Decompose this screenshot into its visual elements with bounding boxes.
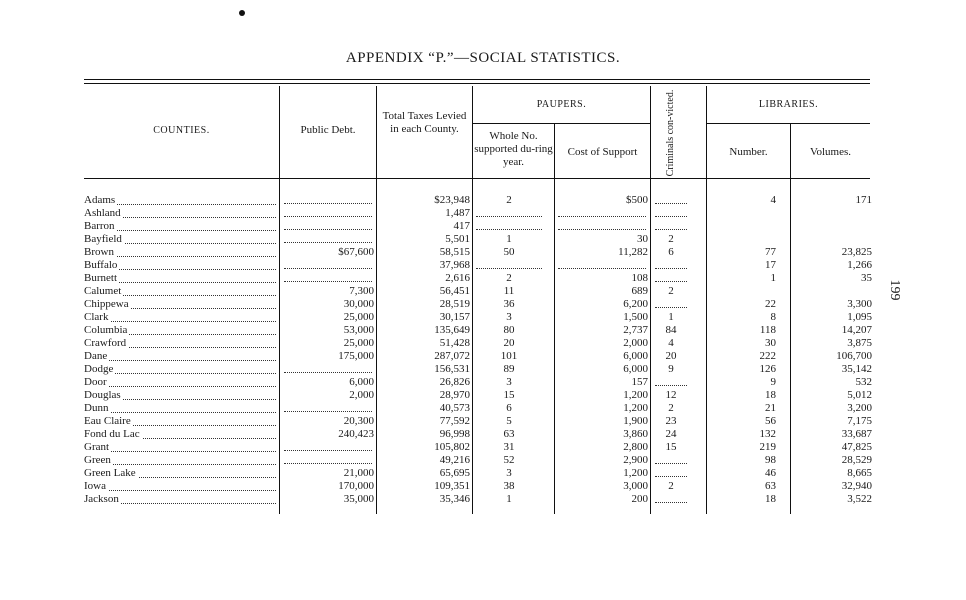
header-total-taxes: Total Taxes Levied in each County. — [382, 110, 467, 135]
header-criminals — [652, 88, 690, 178]
cell-num — [706, 233, 776, 246]
empty-dots — [655, 194, 687, 204]
page-number-text: 199 — [887, 279, 902, 301]
cell-taxes: 417 — [453, 220, 470, 232]
cell-crim — [653, 493, 689, 506]
cell-whole — [474, 220, 544, 233]
dot-leader — [84, 451, 276, 452]
dot-leader — [84, 386, 276, 387]
cell-vol: 1,266 — [847, 259, 872, 271]
cell-whole: 80 — [503, 324, 515, 336]
county-label: Iowa — [84, 480, 106, 492]
county-name — [84, 415, 278, 428]
empty-dots — [655, 493, 687, 503]
dot-leader — [84, 490, 276, 491]
empty-dots — [284, 363, 372, 373]
dot-leader — [84, 321, 276, 322]
county-name — [84, 298, 278, 311]
empty-dots — [284, 220, 372, 230]
cell-taxes: 51,428 — [439, 337, 470, 349]
empty-dots — [558, 220, 646, 230]
cell-whole: 6 — [506, 402, 512, 414]
cell-debt — [282, 363, 374, 376]
cell-debt — [282, 207, 374, 220]
cell-taxes: 56,451 — [439, 285, 470, 297]
empty-dots — [284, 233, 372, 243]
county-name — [84, 441, 278, 454]
empty-dots — [655, 376, 687, 386]
table-row — [84, 389, 874, 402]
cell-vol: 3,300 — [847, 298, 872, 310]
county-name — [84, 480, 278, 493]
libraries-rule — [706, 123, 870, 124]
cell-crim — [653, 454, 689, 467]
cell-num: 9 — [770, 376, 776, 388]
cell-taxes: 96,998 — [439, 428, 470, 440]
cell-cost: 1,200 — [623, 389, 648, 401]
cell-taxes: 105,802 — [434, 441, 470, 453]
cell-crim: 24 — [665, 428, 677, 440]
table-row — [84, 233, 874, 246]
county-label: Green — [84, 454, 111, 466]
cell-cost: 2,000 — [623, 337, 648, 349]
cell-crim: 2 — [668, 233, 674, 245]
cell-taxes: 287,072 — [434, 350, 470, 362]
cell-taxes: 40,573 — [439, 402, 470, 414]
cell-vol: 106,700 — [836, 350, 872, 362]
cell-num: 30 — [765, 337, 776, 349]
cell-vol: 7,175 — [847, 415, 872, 427]
cell-whole: 38 — [503, 480, 515, 492]
cell-vol: 28,529 — [841, 454, 872, 466]
header-volumes: Volumes. — [809, 146, 852, 158]
cell-crim — [653, 467, 689, 480]
dot-leader — [84, 360, 276, 361]
cell-crim — [653, 259, 689, 272]
cell-whole: 3 — [506, 467, 512, 479]
cell-whole: 3 — [506, 311, 512, 323]
empty-dots — [655, 272, 687, 282]
cell-cost: $500 — [626, 194, 648, 206]
table-row — [84, 441, 874, 454]
cell-cost: 157 — [631, 376, 648, 388]
county-name — [84, 272, 278, 285]
page-title: APPENDIX “P.”—SOCIAL STATISTICS. — [345, 50, 621, 66]
empty-dots — [284, 454, 372, 464]
county-name — [84, 311, 278, 324]
header-counties: COUNTIES. — [153, 125, 210, 136]
cell-cost: 689 — [631, 285, 648, 297]
cell-crim — [653, 272, 689, 285]
cell-num: 4 — [770, 194, 776, 206]
page-number — [880, 276, 908, 304]
cell-debt — [282, 441, 374, 454]
county-label: Barron — [84, 220, 115, 232]
county-name — [84, 233, 278, 246]
cell-taxes: 2,616 — [445, 272, 470, 284]
header-cost-of-support: Cost of Support — [567, 146, 638, 158]
county-name — [84, 389, 278, 402]
cell-debt — [282, 220, 374, 233]
cell-vol: 35 — [861, 272, 872, 284]
cell-whole: 2 — [506, 272, 512, 284]
cell-num: 18 — [765, 493, 776, 505]
cell-taxes: 5,501 — [445, 233, 470, 245]
cell-debt: 20,300 — [343, 415, 374, 427]
header-number: Number. — [729, 146, 768, 158]
cell-cost: 108 — [631, 272, 648, 284]
county-name — [84, 350, 278, 363]
cell-num: 77 — [765, 246, 776, 258]
cell-whole: 2 — [506, 194, 512, 206]
cell-debt: 21,000 — [343, 467, 374, 479]
cell-whole: 1 — [506, 493, 512, 505]
cell-num — [706, 285, 776, 298]
county-label: Bayfield — [84, 233, 122, 245]
cell-taxes: 35,346 — [439, 493, 470, 505]
cell-cost: 11,282 — [618, 246, 648, 258]
table-row — [84, 337, 874, 350]
table-row — [84, 454, 874, 467]
county-name — [84, 376, 278, 389]
county-name — [84, 207, 278, 220]
table-row — [84, 376, 874, 389]
cell-cost: 6,200 — [623, 298, 648, 310]
empty-dots — [655, 207, 687, 217]
cell-debt — [282, 454, 374, 467]
county-label: Calumet — [84, 285, 122, 297]
cell-cost: 3,860 — [623, 428, 648, 440]
cell-cost: 1,200 — [623, 467, 648, 479]
cell-crim — [653, 220, 689, 233]
county-label: Dunn — [84, 402, 109, 414]
cell-vol: 3,875 — [847, 337, 872, 349]
cell-taxes: 28,970 — [439, 389, 470, 401]
cell-whole: 63 — [503, 428, 515, 440]
empty-dots — [558, 259, 646, 269]
cell-crim: 23 — [665, 415, 677, 427]
cell-crim: 9 — [668, 363, 674, 375]
cell-taxes: 49,216 — [439, 454, 470, 466]
cell-cost — [556, 259, 648, 272]
cell-debt: 240,423 — [338, 428, 374, 440]
table-row — [84, 480, 874, 493]
table-row — [84, 467, 874, 480]
county-name — [84, 194, 278, 207]
cell-num: 222 — [759, 350, 776, 362]
cell-whole: 3 — [506, 376, 512, 388]
cell-taxes: 26,826 — [439, 376, 470, 388]
empty-dots — [476, 220, 542, 230]
cell-whole: 50 — [503, 246, 515, 258]
county-label: Dane — [84, 350, 108, 362]
county-name — [84, 337, 278, 350]
county-label: Burnett — [84, 272, 117, 284]
cell-crim: 12 — [665, 389, 677, 401]
cell-whole: 36 — [503, 298, 515, 310]
header-public-debt: Public Debt. — [300, 124, 356, 136]
cell-debt: 170,000 — [338, 480, 374, 492]
cell-num: 46 — [765, 467, 776, 479]
cell-crim: 4 — [668, 337, 674, 349]
cell-debt — [282, 259, 374, 272]
county-label: Eau Claire — [84, 415, 131, 427]
county-name — [84, 493, 278, 506]
cell-whole: 5 — [506, 415, 512, 427]
empty-dots — [655, 220, 687, 230]
cell-taxes: 58,515 — [439, 246, 470, 258]
cell-crim: 20 — [665, 350, 677, 362]
cell-whole: 1 — [506, 233, 512, 245]
county-label: Grant — [84, 441, 110, 453]
cell-num: 118 — [759, 324, 776, 336]
county-label: Buffalo — [84, 259, 118, 271]
cell-whole: 31 — [503, 441, 515, 453]
cell-vol: 3,200 — [847, 402, 872, 414]
table-row — [84, 402, 874, 415]
cell-debt: 35,000 — [343, 493, 374, 505]
cell-cost — [556, 220, 648, 233]
table-row — [84, 311, 874, 324]
county-label: Green Lake — [84, 467, 136, 479]
ink-dot — [239, 10, 245, 16]
cell-taxes: 28,519 — [439, 298, 470, 310]
cell-whole: 89 — [503, 363, 515, 375]
county-name — [84, 246, 278, 259]
cell-crim — [653, 207, 689, 220]
county-label: Door — [84, 376, 107, 388]
cell-cost: 1,900 — [623, 415, 648, 427]
cell-debt — [282, 402, 374, 415]
cell-crim: 84 — [665, 324, 677, 336]
cell-num: 219 — [759, 441, 776, 453]
county-label: Jackson — [84, 493, 119, 505]
county-name — [84, 324, 278, 337]
cell-taxes: 77,592 — [439, 415, 470, 427]
cell-vol: 32,940 — [841, 480, 872, 492]
cell-debt: 53,000 — [343, 324, 374, 336]
empty-dots — [284, 259, 372, 269]
cell-cost: 6,000 — [623, 350, 648, 362]
county-name — [84, 285, 278, 298]
county-label: Douglas — [84, 389, 121, 401]
county-label: Dodge — [84, 363, 114, 375]
cell-debt: $67,600 — [338, 246, 374, 258]
header-whole-no: Whole No. supported du-ring year. — [474, 130, 553, 168]
cell-crim: 2 — [668, 402, 674, 414]
empty-dots — [655, 298, 687, 308]
cell-vol — [794, 233, 872, 246]
cell-cost: 2,737 — [623, 324, 648, 336]
cell-taxes: 65,695 — [439, 467, 470, 479]
county-name — [84, 428, 278, 441]
county-label: Clark — [84, 311, 109, 323]
empty-dots — [284, 194, 372, 204]
cell-taxes: 109,351 — [434, 480, 470, 492]
cell-cost: 200 — [631, 493, 648, 505]
cell-taxes: 135,649 — [434, 324, 470, 336]
cell-vol — [794, 285, 872, 298]
table-row — [84, 194, 874, 207]
cell-whole: 15 — [503, 389, 515, 401]
empty-dots — [284, 441, 372, 451]
cell-taxes: $23,948 — [434, 194, 470, 206]
county-name — [84, 454, 278, 467]
cell-vol: 23,825 — [841, 246, 872, 258]
cell-vol: 3,522 — [847, 493, 872, 505]
cell-num: 17 — [765, 259, 776, 271]
empty-dots — [655, 467, 687, 477]
cell-cost: 2,900 — [623, 454, 648, 466]
county-label: Ashland — [84, 207, 121, 219]
cell-crim: 2 — [668, 480, 674, 492]
cell-cost: 2,800 — [623, 441, 648, 453]
empty-dots — [558, 207, 646, 217]
cell-crim: 1 — [668, 311, 674, 323]
table-row — [84, 363, 874, 376]
cell-debt: 25,000 — [343, 311, 374, 323]
cell-whole: 20 — [503, 337, 515, 349]
cell-debt: 2,000 — [349, 389, 374, 401]
table-row — [84, 272, 874, 285]
cell-num: 8 — [770, 311, 776, 323]
cell-crim — [653, 298, 689, 311]
empty-dots — [476, 207, 542, 217]
cell-vol: 14,207 — [841, 324, 872, 336]
county-label: Crawford — [84, 337, 127, 349]
cell-debt — [282, 233, 374, 246]
cell-debt — [282, 194, 374, 207]
top-rule-2 — [84, 83, 870, 84]
cell-num — [706, 220, 776, 233]
cell-cost — [556, 207, 648, 220]
table-row — [84, 298, 874, 311]
cell-crim: 2 — [668, 285, 674, 297]
cell-cost: 30 — [637, 233, 648, 245]
dot-leader — [84, 412, 276, 413]
empty-dots — [284, 402, 372, 412]
county-name — [84, 467, 278, 480]
cell-num: 1 — [770, 272, 776, 284]
empty-dots — [655, 259, 687, 269]
cell-vol: 35,142 — [841, 363, 872, 375]
cell-cost: 1,500 — [623, 311, 648, 323]
table-row — [84, 207, 874, 220]
cell-vol — [794, 220, 872, 233]
cell-taxes: 156,531 — [434, 363, 470, 375]
cell-num: 22 — [765, 298, 776, 310]
cell-taxes: 30,157 — [439, 311, 470, 323]
table-row — [84, 220, 874, 233]
cell-num: 63 — [765, 480, 776, 492]
cell-crim: 15 — [665, 441, 677, 453]
county-label: Adams — [84, 194, 116, 206]
table-row — [84, 246, 874, 259]
cell-debt: 25,000 — [343, 337, 374, 349]
cell-whole: 11 — [503, 285, 515, 297]
cell-debt: 30,000 — [343, 298, 374, 310]
cell-vol: 1,095 — [847, 311, 872, 323]
table-row — [84, 493, 874, 506]
cell-crim: 6 — [668, 246, 674, 258]
cell-taxes: 1,487 — [445, 207, 470, 219]
cell-vol: 5,012 — [847, 389, 872, 401]
header-paupers: PAUPERS. — [536, 99, 587, 110]
cell-vol — [794, 207, 872, 220]
cell-cost: 1,200 — [623, 402, 648, 414]
county-label: Brown — [84, 246, 114, 258]
county-name — [84, 363, 278, 376]
header-rule — [84, 178, 870, 179]
table-row — [84, 324, 874, 337]
cell-num: 132 — [759, 428, 776, 440]
cell-cost: 3,000 — [623, 480, 648, 492]
cell-num — [706, 207, 776, 220]
county-name — [84, 259, 278, 272]
county-label: Columbia — [84, 324, 128, 336]
cell-debt: 6,000 — [349, 376, 374, 388]
cell-num: 98 — [765, 454, 776, 466]
cell-vol: 33,687 — [841, 428, 872, 440]
table-row — [84, 285, 874, 298]
cell-num: 56 — [765, 415, 776, 427]
county-label: Fond du Lac — [84, 428, 140, 440]
cell-whole: 52 — [503, 454, 515, 466]
cell-crim — [653, 194, 689, 207]
cell-debt: 7,300 — [349, 285, 374, 297]
cell-vol: 8,665 — [847, 467, 872, 479]
cell-vol: 532 — [855, 376, 872, 388]
paupers-rule — [472, 123, 650, 124]
empty-dots — [655, 454, 687, 464]
county-label: Chippewa — [84, 298, 129, 310]
empty-dots — [284, 207, 372, 217]
cell-whole: 101 — [500, 350, 518, 362]
cell-whole — [474, 207, 544, 220]
cell-num: 18 — [765, 389, 776, 401]
table-row — [84, 415, 874, 428]
cell-whole — [474, 259, 544, 272]
cell-taxes: 37,968 — [439, 259, 470, 271]
cell-vol: 47,825 — [841, 441, 872, 453]
cell-vol: 171 — [855, 194, 872, 206]
header-criminals-text: Criminals con-victed. — [665, 89, 676, 177]
table-row — [84, 428, 874, 441]
table-row — [84, 350, 874, 363]
cell-num: 126 — [759, 363, 776, 375]
table-row — [84, 259, 874, 272]
cell-cost: 6,000 — [623, 363, 648, 375]
cell-debt: 175,000 — [338, 350, 374, 362]
top-rule-1 — [84, 79, 870, 80]
header-libraries: LIBRARIES. — [758, 99, 819, 110]
county-name — [84, 220, 278, 233]
cell-debt — [282, 272, 374, 285]
cell-num: 21 — [765, 402, 776, 414]
empty-dots — [284, 272, 372, 282]
empty-dots — [476, 259, 542, 269]
county-name — [84, 402, 278, 415]
cell-crim — [653, 376, 689, 389]
